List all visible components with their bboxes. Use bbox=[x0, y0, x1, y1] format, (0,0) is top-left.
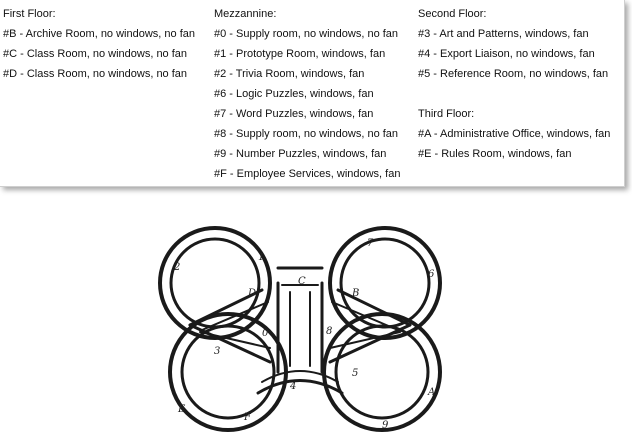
label-D: D bbox=[248, 288, 257, 299]
room-entry: #6 - Logic Puzzles, windows, fan bbox=[214, 88, 374, 100]
label-E: E bbox=[178, 404, 186, 415]
label-4: 4 bbox=[290, 381, 297, 392]
room-entry: #4 - Export Liaison, no windows, fan bbox=[418, 48, 595, 60]
label-B: B bbox=[352, 288, 360, 299]
label-2: 2 bbox=[174, 262, 181, 273]
room-entry: #8 - Supply room, no windows, no fan bbox=[214, 128, 399, 140]
label-F: F bbox=[244, 412, 251, 423]
knot-floor-plan-diagram bbox=[150, 222, 450, 440]
lower-left-loop bbox=[170, 314, 286, 430]
room-entry: #9 - Number Puzzles, windows, fan bbox=[214, 148, 387, 160]
first-floor-title: First Floor: bbox=[3, 8, 56, 20]
label-C: C bbox=[298, 276, 306, 287]
label-3: 3 bbox=[214, 346, 221, 357]
mezzanine-title: Mezzannine: bbox=[214, 8, 277, 20]
mezzanine-column bbox=[214, 4, 400, 184]
label-A: A bbox=[428, 387, 436, 398]
second-floor-title: Second Floor: bbox=[418, 8, 487, 20]
room-entry: #3 - Art and Patterns, windows, fan bbox=[418, 28, 589, 40]
label-0: 0 bbox=[262, 328, 269, 339]
room-entry: #C - Class Room, no windows, no fan bbox=[3, 48, 188, 60]
room-entry: #D - Class Room, no windows, no fan bbox=[3, 68, 188, 80]
room-entry: #0 - Supply room, no windows, no fan bbox=[214, 28, 399, 40]
label-8: 8 bbox=[326, 326, 333, 337]
label-6: 6 bbox=[428, 269, 435, 280]
upper-right-loop bbox=[330, 228, 440, 338]
room-entry: #7 - Word Puzzles, windows, fan bbox=[214, 108, 374, 120]
label-9: 9 bbox=[382, 420, 389, 431]
room-entry: #1 - Prototype Room, windows, fan bbox=[214, 48, 386, 60]
room-entry: #A - Administrative Office, windows, fan bbox=[418, 128, 611, 140]
label-1: 1 bbox=[258, 252, 265, 263]
room-entry: #2 - Trivia Room, windows, fan bbox=[214, 68, 365, 80]
room-entry: #F - Employee Services, windows, fan bbox=[214, 168, 401, 180]
room-legend-panel bbox=[0, 0, 625, 187]
label-7: 7 bbox=[367, 238, 374, 249]
room-entry: #E - Rules Room, windows, fan bbox=[418, 148, 572, 160]
room-entry: #B - Archive Room, no windows, no fan bbox=[3, 28, 195, 40]
lower-right-loop bbox=[324, 314, 440, 430]
third-floor-title: Third Floor: bbox=[418, 108, 475, 120]
first-floor-column bbox=[3, 4, 195, 84]
column-spacer bbox=[418, 84, 610, 104]
room-entry: #5 - Reference Room, no windows, fan bbox=[418, 68, 609, 80]
label-5: 5 bbox=[352, 368, 359, 379]
central-band-right bbox=[310, 283, 322, 372]
upper-floors-column bbox=[418, 4, 610, 164]
